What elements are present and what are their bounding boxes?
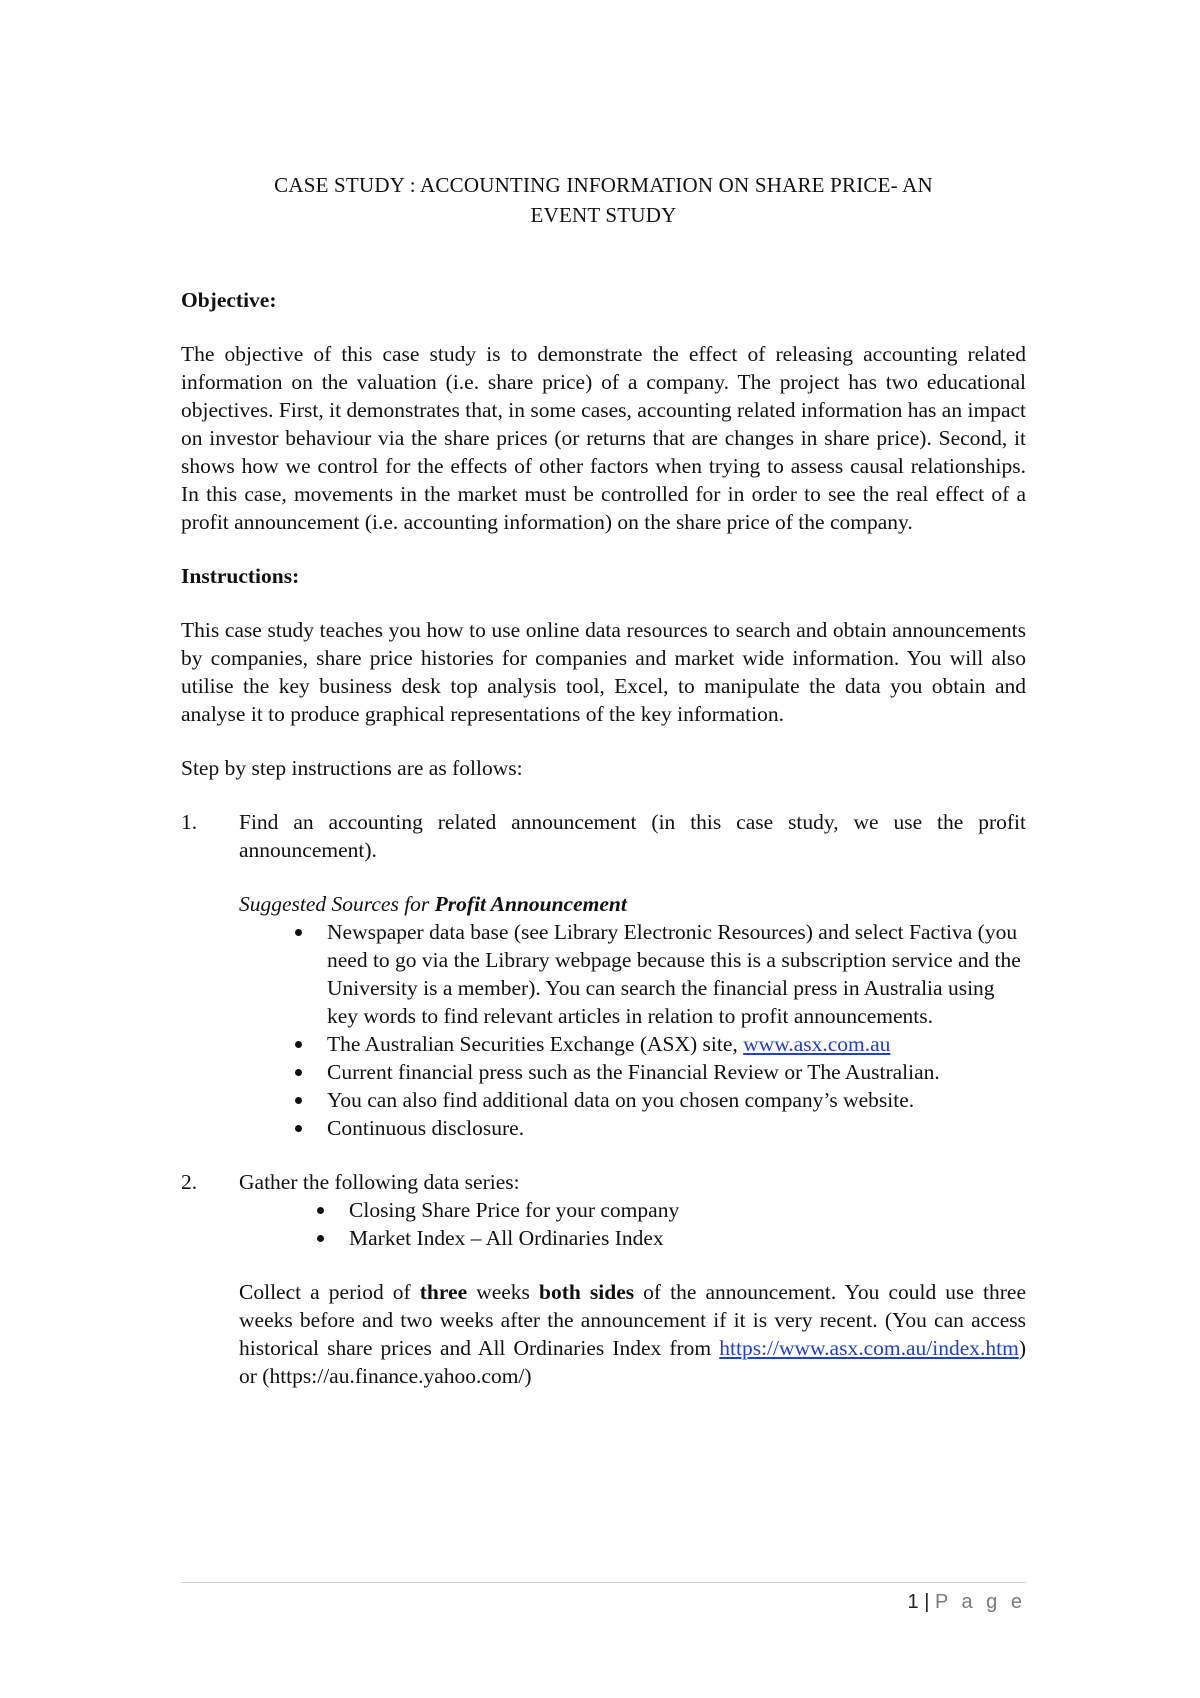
list-item-text: Continuous disclosure. bbox=[327, 1116, 525, 1140]
list-item bbox=[349, 1224, 1026, 1252]
bullet-icon bbox=[295, 929, 302, 936]
step-1-text: Find an accounting related announcement (in this case study, we use the profit announcement). bbox=[239, 810, 1026, 862]
data-series-list bbox=[349, 1196, 1026, 1252]
step-2-text: Gather the following data series: bbox=[239, 1170, 520, 1194]
step-2-number: 2. bbox=[181, 1170, 198, 1194]
step-2-body bbox=[239, 1168, 1026, 1390]
footer-separator: | bbox=[924, 1591, 930, 1613]
asx-index-link[interactable]: https://www.asx.com.au/index.htm bbox=[719, 1336, 1019, 1360]
page-number: 1 bbox=[907, 1591, 919, 1613]
sources-list bbox=[327, 918, 1026, 1142]
list-item bbox=[349, 1196, 1026, 1224]
page-footer bbox=[181, 1588, 1026, 1616]
list-item bbox=[327, 1058, 1026, 1086]
bullet-icon bbox=[295, 1097, 302, 1104]
collect-text-d: ) or (https://au.finance.yahoo.com/) bbox=[239, 1336, 1026, 1388]
collect-text-b: weeks bbox=[467, 1280, 539, 1304]
list-item bbox=[327, 1030, 1026, 1058]
step-1 bbox=[181, 808, 1026, 1142]
document-title-line-1: CASE STUDY : ACCOUNTING INFORMATION ON SHARE PRICE- AN bbox=[274, 173, 933, 197]
list-item bbox=[327, 1114, 1026, 1142]
suggested-sources-label bbox=[239, 890, 1026, 918]
objective-paragraph: The objective of this case study is to demonstrate the effect of releasing accounting related information on the valuation (i.e. share price) of a company. The project has two educational objectives. First, it demonstrates that, in some cases, accounting related information has an impact on investor behaviour via the share prices (or returns that are changes in share price). Second, it shows how we control for the effects of other factors when trying to assess causal relationships. In this case, movements in the market must be controlled for in order to see the real effect of a profit announcement (i.e. accounting information) on the share price of the company. bbox=[181, 342, 1026, 534]
footer-divider bbox=[181, 1582, 1026, 1583]
list-item bbox=[327, 918, 1026, 1030]
collect-bold-both-sides: both sides bbox=[539, 1280, 635, 1304]
instructions-paragraph: This case study teaches you how to use online data resources to search and obtain announcements by companies, share price histories for companies and market wide information. You will also utilise the key business desk top analysis tool, Excel, to manipulate the data you obtain and analyse it to produce graphical representations of the key information. bbox=[181, 618, 1026, 726]
asx-bullet-prefix: The Australian Securities Exchange (ASX) site, bbox=[327, 1032, 744, 1056]
list-item-text: Closing Share Price for your company bbox=[349, 1198, 680, 1222]
bullet-icon bbox=[295, 1125, 302, 1132]
list-item-text: You can also find additional data on you chosen company’s website. bbox=[327, 1088, 915, 1112]
step-2 bbox=[181, 1168, 1026, 1390]
bullet-icon bbox=[295, 1041, 302, 1048]
step-1-body bbox=[239, 808, 1026, 1142]
objective-heading: Objective: bbox=[181, 288, 277, 312]
step-1-number: 1. bbox=[181, 810, 198, 834]
bullet-icon bbox=[317, 1235, 324, 1242]
suggested-sources-label-bold: Profit Announcement bbox=[434, 892, 627, 916]
collect-period-paragraph bbox=[239, 1278, 1026, 1390]
collect-text-c: of the announcement. You could use three weeks before and two weeks after the announcement if it is very recent. (You can access historical share prices and All Ordinaries Index from bbox=[239, 1280, 1026, 1360]
list-item-text: Newspaper data base (see Library Electronic Resources) and select Factiva (you need to go via the Library webpage because this is a subscription service and the University is a member). You can search the financial press in Australia using key words to find relevant articles in relation to profit announcements. bbox=[327, 920, 1021, 1028]
page-word: P a g e bbox=[934, 1591, 1026, 1613]
list-item bbox=[327, 1086, 1026, 1114]
asx-link[interactable]: www.asx.com.au bbox=[743, 1032, 891, 1056]
instructions-heading: Instructions: bbox=[181, 564, 300, 588]
bullet-icon bbox=[317, 1207, 324, 1214]
list-item-text: Market Index – All Ordinaries Index bbox=[349, 1226, 664, 1250]
page-content bbox=[181, 170, 1026, 1390]
document-title-line-2: EVENT STUDY bbox=[530, 203, 677, 227]
bullet-icon bbox=[295, 1069, 302, 1076]
list-item-text: Current financial press such as the Financial Review or The Australian. bbox=[327, 1060, 940, 1084]
suggested-sources-label-italic: Suggested Sources for bbox=[239, 892, 435, 916]
collect-text-a: Collect a period of bbox=[239, 1280, 420, 1304]
steps-intro: Step by step instructions are as follows: bbox=[181, 756, 523, 780]
collect-bold-three: three bbox=[419, 1280, 468, 1304]
